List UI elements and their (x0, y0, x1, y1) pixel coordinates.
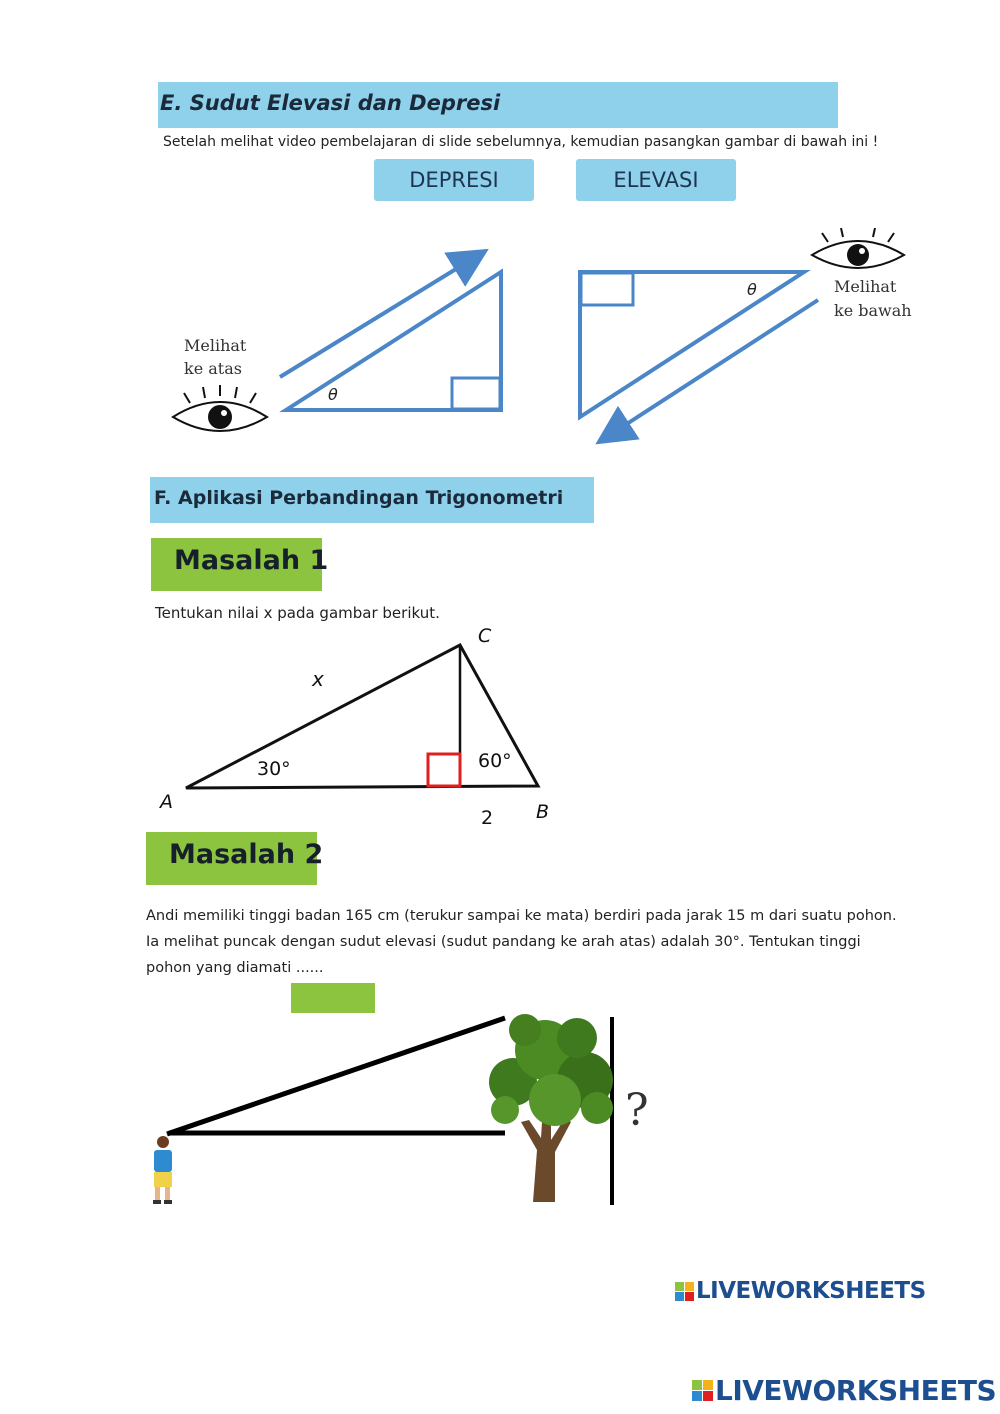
eye-icon (812, 228, 904, 268)
angle-c-label: 60° (478, 750, 512, 772)
look-up-label-2: ke atas (184, 359, 242, 378)
liveworksheets-logo-icon (692, 1380, 713, 1401)
elevation-arrow (280, 253, 482, 377)
person-icon (153, 1136, 172, 1204)
answer-input[interactable] (291, 983, 375, 1013)
problem2-text-line3: pohon yang diamati ...... (146, 960, 324, 976)
problem1-triangle-figure (150, 620, 570, 835)
section-e-instruction: Setelah melihat video pembelajaran di slide sebelumnya, kemudian pasangkan gambar di bawah ini ! (163, 134, 879, 150)
vertex-c-label: C (478, 625, 492, 647)
look-down-label-1: Melihat (834, 277, 897, 296)
angle-a-label: 30° (257, 758, 291, 780)
depression-figure (570, 228, 930, 450)
vertex-b-label: B (536, 801, 550, 823)
depression-triangle (580, 272, 804, 417)
look-up-label-1: Melihat (184, 336, 247, 355)
elevation-triangle (286, 272, 501, 410)
problem2-tree-figure (145, 1010, 685, 1210)
eye-icon (173, 385, 267, 431)
watermark-text-bottom: LIVEWORKSHEETS (715, 1374, 997, 1407)
problem2-text-line2: Ia melihat puncak dengan sudut elevasi (sudut pandang ke arah atas) adalah 30°. Tentukan tinggi (146, 934, 861, 950)
elevation-figure (160, 235, 520, 445)
right-angle-mark (428, 754, 460, 786)
look-down-label-2: ke bawah (834, 301, 912, 320)
vertex-a-label: A (160, 791, 173, 813)
theta-right: θ (747, 280, 757, 299)
depression-arrow (602, 300, 818, 440)
section-f-title: F. Aplikasi Perbandingan Trigonometri (154, 487, 564, 509)
theta-left: θ (328, 385, 338, 404)
problem2-heading: Masalah 2 (169, 839, 324, 870)
liveworksheets-logo-icon (675, 1282, 694, 1301)
right-angle-mark (581, 273, 633, 305)
right-angle-mark (452, 378, 500, 409)
watermark-logo-bottom[interactable] (692, 1374, 996, 1407)
tree-icon (489, 1014, 613, 1202)
problem1-heading: Masalah 1 (174, 545, 329, 576)
section-e-title: E. Sudut Elevasi dan Depresi (160, 91, 501, 115)
watermark-logo-mid (675, 1278, 926, 1304)
side-x-label: x (312, 667, 324, 691)
base-length-label: 2 (481, 807, 494, 829)
question-mark-icon: ? (625, 1085, 649, 1136)
option-depresi-button[interactable]: DEPRESI (374, 159, 534, 201)
problem1-text: Tentukan nilai x pada gambar berikut. (155, 604, 440, 622)
problem2-text-line1: Andi memiliki tinggi badan 165 cm (terukur sampai ke mata) berdiri pada jarak 15 m dari suatu pohon. (146, 908, 897, 924)
watermark-text-mid: LIVEWORKSHEETS (696, 1278, 926, 1304)
option-elevasi-button[interactable]: ELEVASI (576, 159, 736, 201)
